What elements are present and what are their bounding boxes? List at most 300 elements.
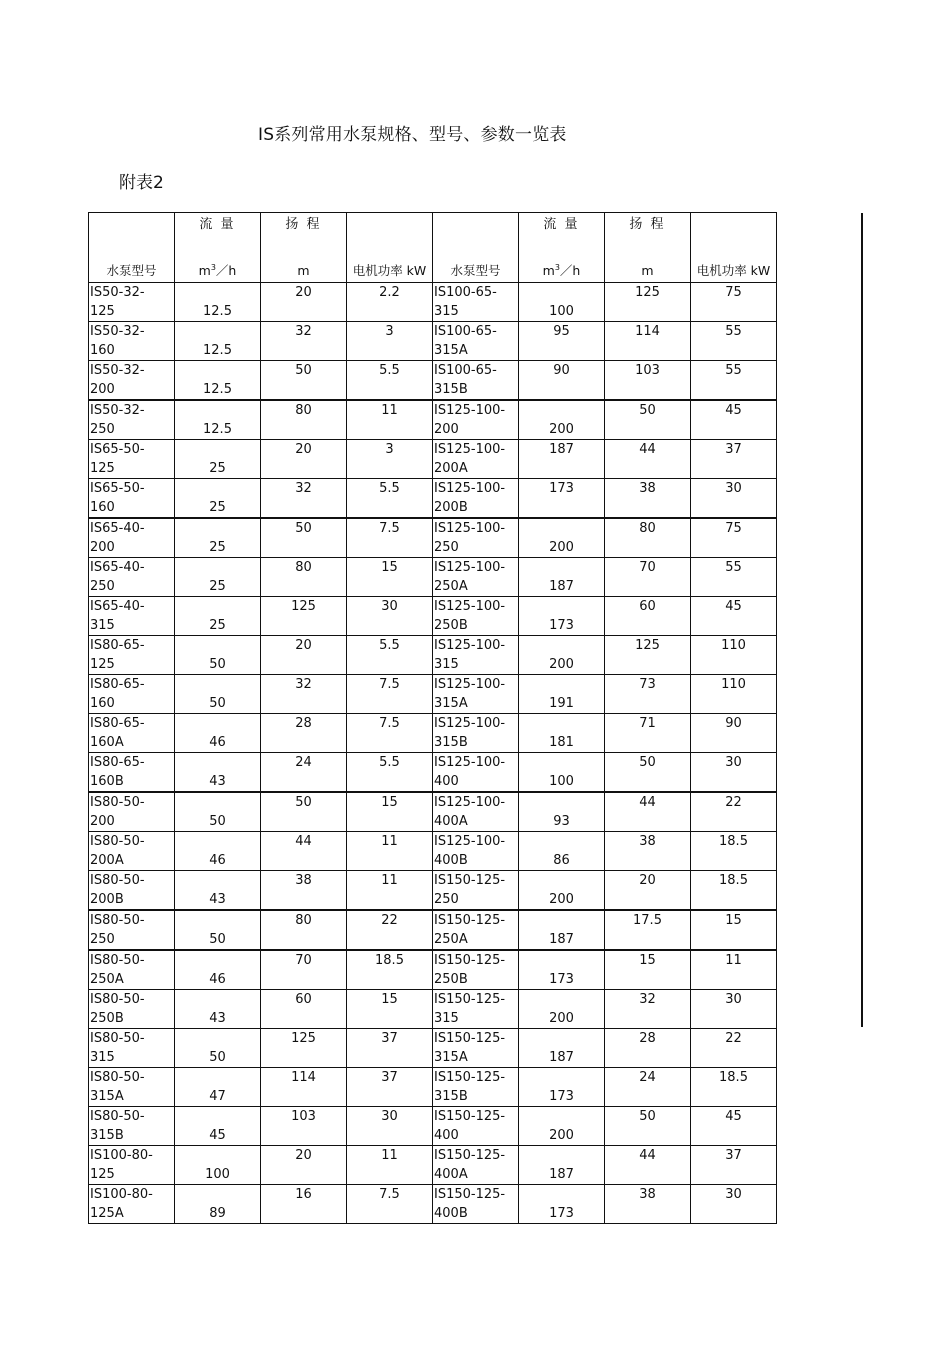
head-cell: [605, 636, 691, 675]
model-line-2: 250A: [90, 972, 124, 987]
model-cell: [89, 990, 175, 1029]
head-cell: [261, 1029, 347, 1068]
head-cell: [261, 1107, 347, 1146]
power-cell: [347, 910, 433, 950]
flow-cell-value: 25: [209, 618, 226, 633]
model-line-2: 315: [434, 1011, 459, 1026]
head-cell: [605, 910, 691, 950]
model-cell: [89, 832, 175, 871]
head-cell-value: 32: [295, 481, 312, 496]
head-cell-value: 50: [295, 521, 312, 536]
power-cell-value: 45: [725, 403, 742, 418]
head-cell-value: 80: [639, 521, 656, 536]
head-cell-value: 44: [639, 795, 656, 810]
flow-cell-value: 173: [549, 618, 574, 633]
model-cell: [433, 1107, 519, 1146]
power-cell: [691, 479, 777, 519]
model-line-2: 250: [90, 422, 115, 437]
table-row: [89, 322, 777, 361]
table-header-row: [89, 213, 777, 283]
model-cell: [433, 636, 519, 675]
flow-cell: [175, 950, 261, 990]
head-cell-value: 70: [295, 953, 312, 968]
head-cell-value: 80: [295, 560, 312, 575]
head-cell-value: 50: [639, 403, 656, 418]
flow-cell: [519, 753, 605, 793]
power-cell: [347, 440, 433, 479]
power-cell: [347, 832, 433, 871]
power-cell: [347, 1107, 433, 1146]
flow-cell-value: 47: [209, 1089, 226, 1104]
head-cell-value: 50: [639, 755, 656, 770]
model-line-1: IS150-125-: [434, 992, 506, 1007]
head-cell: [605, 1029, 691, 1068]
header-model: 水泵型号: [89, 213, 175, 283]
model-line-1: IS125-100-: [434, 795, 506, 810]
model-line-2: 315: [434, 304, 459, 319]
model-cell: [433, 518, 519, 558]
margin-rule: [861, 213, 863, 1027]
model-line-1: IS80-50-: [90, 913, 145, 928]
flow-cell-value: 173: [549, 1206, 574, 1221]
model-cell: [89, 753, 175, 793]
flow-cell-value: 200: [549, 540, 574, 555]
model-line-1: IS150-125-: [434, 913, 506, 928]
model-line-2: 160: [90, 343, 115, 358]
flow-cell: [519, 675, 605, 714]
model-line-2: 315: [90, 618, 115, 633]
model-line-1: IS65-50-: [90, 442, 145, 457]
model-cell: [433, 990, 519, 1029]
flow-cell: [175, 910, 261, 950]
model-line-2: 250: [90, 579, 115, 594]
model-line-1: IS150-125-: [434, 1187, 506, 1202]
model-cell: [89, 675, 175, 714]
power-cell-value: 18.5: [719, 1070, 748, 1085]
model-cell: [433, 1185, 519, 1224]
model-line-2: 315: [90, 1050, 115, 1065]
document-title: IS系列常用水泵规格、型号、参数一览表: [258, 125, 567, 145]
power-cell-value: 45: [725, 1109, 742, 1124]
head-cell-value: 125: [635, 285, 660, 300]
power-cell: [691, 558, 777, 597]
model-cell: [89, 1146, 175, 1185]
power-cell: [691, 361, 777, 401]
model-cell: [433, 910, 519, 950]
power-cell: [691, 518, 777, 558]
flow-cell-value: 89: [209, 1206, 226, 1221]
power-cell-value: 7.5: [379, 1187, 400, 1202]
model-cell: [433, 714, 519, 753]
power-cell: [347, 1068, 433, 1107]
power-cell: [691, 910, 777, 950]
model-line-2: 315B: [434, 1089, 468, 1104]
model-line-1: IS80-65-: [90, 755, 145, 770]
model-line-1: IS80-50-: [90, 992, 145, 1007]
flow-cell-value: 181: [549, 735, 574, 750]
model-line-2: 250: [434, 892, 459, 907]
power-cell-value: 15: [381, 560, 398, 575]
head-cell-value: 15: [639, 953, 656, 968]
head-cell: [605, 479, 691, 519]
flow-cell-value: 200: [549, 1128, 574, 1143]
table-row: [89, 1146, 777, 1185]
flow-cell: [519, 871, 605, 911]
model-line-1: IS65-50-: [90, 481, 145, 496]
power-cell-value: 11: [725, 953, 742, 968]
head-cell-value: 44: [639, 1148, 656, 1163]
flow-cell-value: 46: [209, 735, 226, 750]
model-line-1: IS80-50-: [90, 873, 145, 888]
model-line-2: 200A: [434, 461, 468, 476]
model-line-2: 160A: [90, 735, 124, 750]
flow-cell: [175, 1107, 261, 1146]
head-cell: [261, 950, 347, 990]
power-cell: [691, 832, 777, 871]
power-cell: [691, 714, 777, 753]
model-line-2: 400A: [434, 1167, 468, 1182]
power-cell-value: 7.5: [379, 716, 400, 731]
head-cell: [605, 322, 691, 361]
model-cell: [433, 440, 519, 479]
head-cell: [261, 1068, 347, 1107]
flow-cell: [175, 479, 261, 519]
power-cell-value: 37: [725, 442, 742, 457]
model-cell: [89, 1107, 175, 1146]
model-line-1: IS65-40-: [90, 599, 145, 614]
head-cell-value: 38: [639, 1187, 656, 1202]
power-cell: [691, 636, 777, 675]
header-flow: 流 量 $m^3/h$: [175, 213, 261, 283]
table-row: [89, 361, 777, 401]
head-cell-value: 38: [639, 834, 656, 849]
model-line-2: 400B: [434, 853, 468, 868]
table-row: [89, 597, 777, 636]
model-line-1: IS150-125-: [434, 1109, 506, 1124]
model-line-1: IS125-100-: [434, 677, 506, 692]
model-line-1: IS150-125-: [434, 1031, 506, 1046]
model-cell: [89, 361, 175, 401]
flow-cell-value: 12.5: [203, 422, 232, 437]
flow-cell-value: 200: [549, 1011, 574, 1026]
model-cell: [433, 283, 519, 322]
model-cell: [89, 283, 175, 322]
model-line-2: 315A: [434, 343, 468, 358]
model-line-1: IS125-100-: [434, 599, 506, 614]
model-cell: [89, 440, 175, 479]
head-cell-value: 38: [639, 481, 656, 496]
model-line-1: IS150-125-: [434, 1148, 506, 1163]
flow-cell-value: 25: [209, 500, 226, 515]
head-cell-value: 125: [291, 599, 316, 614]
head-cell-value: 20: [295, 442, 312, 457]
power-cell-value: 15: [381, 795, 398, 810]
power-cell-value: 75: [725, 285, 742, 300]
table-row: [89, 714, 777, 753]
flow-cell-value: 25: [209, 461, 226, 476]
head-cell: [261, 283, 347, 322]
model-cell: [433, 1068, 519, 1107]
power-cell-value: 22: [725, 795, 742, 810]
head-cell: [605, 792, 691, 832]
head-cell: [261, 832, 347, 871]
head-cell-value: 44: [295, 834, 312, 849]
model-line-1: IS100-80-: [90, 1148, 153, 1163]
header-head: 扬 程 m: [605, 213, 691, 283]
power-cell: [347, 479, 433, 519]
head-cell-value: 32: [295, 324, 312, 339]
power-cell: [691, 1185, 777, 1224]
head-cell: [605, 871, 691, 911]
head-cell-value: 80: [295, 403, 312, 418]
head-cell-value: 50: [639, 1109, 656, 1124]
flow-cell-value: 191: [549, 696, 574, 711]
model-line-2: 125: [90, 1167, 115, 1182]
power-cell-value: 5.5: [379, 481, 400, 496]
head-cell: [261, 871, 347, 911]
power-cell: [347, 675, 433, 714]
flow-cell: [175, 1185, 261, 1224]
flow-cell-value: 95: [553, 324, 570, 339]
model-line-2: 315: [434, 657, 459, 672]
head-cell: [605, 1068, 691, 1107]
model-line-2: 315A: [90, 1089, 124, 1104]
power-cell-value: 110: [721, 638, 746, 653]
flow-cell-value: 50: [209, 1050, 226, 1065]
power-cell-value: 30: [381, 1109, 398, 1124]
flow-cell: [175, 597, 261, 636]
power-cell: [347, 597, 433, 636]
head-cell: [261, 636, 347, 675]
model-line-1: IS125-100-: [434, 560, 506, 575]
power-cell-value: 5.5: [379, 755, 400, 770]
flow-cell-value: 93: [553, 814, 570, 829]
power-cell-value: 45: [725, 599, 742, 614]
model-cell: [433, 1146, 519, 1185]
head-cell: [605, 832, 691, 871]
flow-cell: [519, 714, 605, 753]
power-cell-value: 30: [725, 992, 742, 1007]
model-cell: [433, 361, 519, 401]
table-row: [89, 1029, 777, 1068]
power-cell-value: 7.5: [379, 521, 400, 536]
head-cell: [605, 283, 691, 322]
power-cell-value: 7.5: [379, 677, 400, 692]
model-cell: [433, 479, 519, 519]
flow-cell: [519, 990, 605, 1029]
power-cell: [691, 950, 777, 990]
power-cell-value: 18.5: [719, 834, 748, 849]
head-cell-value: 103: [635, 363, 660, 378]
head-cell-value: 71: [639, 716, 656, 731]
model-line-2: 250: [434, 540, 459, 555]
power-cell: [691, 675, 777, 714]
header-flow: 流 量 $m^3/h$: [519, 213, 605, 283]
power-cell-value: 5.5: [379, 363, 400, 378]
power-cell: [691, 1029, 777, 1068]
table-row: [89, 1068, 777, 1107]
flow-cell: [175, 440, 261, 479]
model-line-2: 160: [90, 500, 115, 515]
head-cell-value: 38: [295, 873, 312, 888]
flow-cell: [519, 950, 605, 990]
power-cell: [347, 1146, 433, 1185]
power-cell: [347, 753, 433, 793]
power-cell: [347, 871, 433, 911]
head-cell: [605, 714, 691, 753]
flow-cell: [519, 1185, 605, 1224]
table-row: [89, 871, 777, 911]
power-cell-value: 55: [725, 560, 742, 575]
head-cell-value: 24: [639, 1070, 656, 1085]
power-cell: [347, 518, 433, 558]
model-line-1: IS80-50-: [90, 1070, 145, 1085]
model-line-1: IS100-65-: [434, 285, 497, 300]
power-cell: [691, 283, 777, 322]
head-cell: [605, 950, 691, 990]
flow-cell: [519, 518, 605, 558]
header-power: 电机功率 kW: [347, 213, 433, 283]
model-line-1: IS125-100-: [434, 755, 506, 770]
model-line-2: 315B: [434, 735, 468, 750]
model-line-1: IS150-125-: [434, 873, 506, 888]
flow-cell-value: 25: [209, 579, 226, 594]
head-cell-value: 32: [639, 992, 656, 1007]
flow-cell-value: 187: [549, 1167, 574, 1182]
flow-cell: [519, 479, 605, 519]
head-cell-value: 20: [295, 1148, 312, 1163]
model-line-2: 200: [434, 422, 459, 437]
power-cell-value: 55: [725, 324, 742, 339]
model-line-1: IS50-32-: [90, 403, 145, 418]
flow-cell: [519, 283, 605, 322]
flow-cell: [175, 792, 261, 832]
flow-cell: [175, 1068, 261, 1107]
power-cell-value: 37: [381, 1031, 398, 1046]
head-cell: [261, 518, 347, 558]
head-cell: [261, 322, 347, 361]
head-cell: [261, 597, 347, 636]
head-cell: [261, 361, 347, 401]
power-cell: [691, 597, 777, 636]
pump-spec-table: [88, 212, 777, 1224]
head-cell-value: 16: [295, 1187, 312, 1202]
model-line-2: 200B: [434, 500, 468, 515]
model-cell: [433, 792, 519, 832]
header-power: 电机功率 kW: [691, 213, 777, 283]
model-line-1: IS125-100-: [434, 403, 506, 418]
model-cell: [89, 792, 175, 832]
flow-cell: [175, 990, 261, 1029]
model-line-2: 400: [434, 774, 459, 789]
model-cell: [433, 558, 519, 597]
flow-cell-value: 46: [209, 972, 226, 987]
flow-cell-value: 12.5: [203, 304, 232, 319]
head-cell-value: 28: [639, 1031, 656, 1046]
model-line-1: IS100-65-: [434, 324, 497, 339]
flow-cell-value: 43: [209, 774, 226, 789]
model-line-2: 160: [90, 696, 115, 711]
head-cell-value: 125: [291, 1031, 316, 1046]
power-cell: [691, 753, 777, 793]
model-line-2: 200B: [90, 892, 124, 907]
model-line-2: 250B: [434, 972, 468, 987]
model-line-2: 125A: [90, 1206, 124, 1221]
header-head: 扬 程 m: [261, 213, 347, 283]
table-row: [89, 753, 777, 793]
head-cell: [261, 1185, 347, 1224]
model-line-2: 400B: [434, 1206, 468, 1221]
model-line-1: IS125-100-: [434, 638, 506, 653]
model-cell: [433, 400, 519, 440]
power-cell-value: 11: [381, 1148, 398, 1163]
table-row: [89, 792, 777, 832]
power-cell-value: 22: [725, 1031, 742, 1046]
model-cell: [433, 950, 519, 990]
power-cell-value: 37: [725, 1148, 742, 1163]
power-cell-value: 15: [725, 913, 742, 928]
model-cell: [433, 871, 519, 911]
flow-cell-value: 187: [549, 442, 574, 457]
flow-cell: [175, 558, 261, 597]
model-line-1: IS65-40-: [90, 560, 145, 575]
head-cell-value: 114: [291, 1070, 316, 1085]
model-line-2: 315B: [90, 1128, 124, 1143]
head-cell-value: 20: [295, 285, 312, 300]
appendix-label: 附表2: [119, 173, 164, 193]
table-row: [89, 558, 777, 597]
model-line-2: 160B: [90, 774, 124, 789]
model-line-1: IS80-65-: [90, 716, 145, 731]
power-cell: [691, 322, 777, 361]
model-cell: [433, 675, 519, 714]
head-cell-value: 17.5: [633, 913, 662, 928]
flow-cell: [519, 1107, 605, 1146]
model-line-1: IS65-40-: [90, 521, 145, 536]
power-cell-value: 5.5: [379, 638, 400, 653]
model-line-2: 315A: [434, 696, 468, 711]
head-cell: [261, 400, 347, 440]
model-cell: [433, 597, 519, 636]
flow-cell: [519, 558, 605, 597]
head-cell: [261, 558, 347, 597]
head-cell: [605, 558, 691, 597]
model-line-1: IS50-32-: [90, 363, 145, 378]
model-cell: [89, 400, 175, 440]
head-cell-value: 60: [295, 992, 312, 1007]
power-cell-value: 3: [385, 324, 394, 339]
model-cell: [89, 1029, 175, 1068]
flow-cell-value: 187: [549, 1050, 574, 1065]
head-cell-value: 125: [635, 638, 660, 653]
head-cell: [605, 675, 691, 714]
flow-cell-value: 50: [209, 657, 226, 672]
flow-cell-value: 46: [209, 853, 226, 868]
table-row: [89, 1185, 777, 1224]
model-cell: [89, 1068, 175, 1107]
power-cell-value: 30: [725, 1187, 742, 1202]
power-cell: [347, 1029, 433, 1068]
flow-cell: [175, 322, 261, 361]
flow-cell: [175, 1146, 261, 1185]
header-model: 水泵型号: [433, 213, 519, 283]
model-line-1: IS125-100-: [434, 442, 506, 457]
power-cell-value: 55: [725, 363, 742, 378]
head-cell-value: 50: [295, 795, 312, 810]
model-line-2: 250B: [434, 618, 468, 633]
model-cell: [433, 322, 519, 361]
head-cell: [605, 518, 691, 558]
